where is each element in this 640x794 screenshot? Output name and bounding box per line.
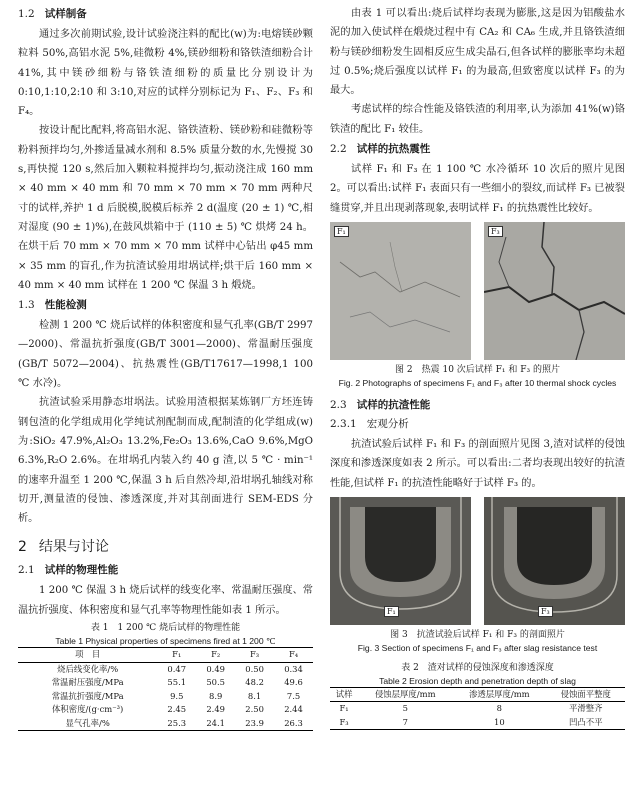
photo-specimen-f1-thermal xyxy=(330,222,471,360)
table-cell: 9.5 xyxy=(170,690,184,701)
right-column xyxy=(330,4,625,730)
photo-label: F₃ xyxy=(488,226,503,237)
table-cell: F₁ xyxy=(339,703,349,714)
table-cell: 0.50 xyxy=(245,663,264,674)
table-cell: 0.49 xyxy=(206,663,225,674)
photo-label: F₁ xyxy=(384,606,399,617)
paragraph-expansion: 由表 1 可以看出:烧后试样均表现为膨胀,这是因为铝酸盐水泥的加入使试样在煅烧过程中有 CA₂ 和 CA₆ 生成,并且铬铁渣细粉与镁砂细粉发生固相反应生成尖晶石,但各试样的膨胀率均未超过 0.5%;烧后强度以试样 F₁ 的为最高,但致密度以试样 F₃ 的为最大。 xyxy=(330,8,625,97)
table-cell: 48.2 xyxy=(245,677,264,688)
table-cell: 常温抗折强度/MPa xyxy=(51,690,124,701)
paragraph-physical-props: 1 200 ℃ 保温 3 h 烧后试样的线变化率、常温耐压强度、常温抗折强度、体积密度和显气孔率等物理性能如表 1 所示。 xyxy=(18,585,313,616)
figure-3 xyxy=(330,497,625,625)
table-cell: 5 xyxy=(402,703,408,714)
section-title: 结果与讨论 xyxy=(38,539,109,556)
photo-specimen-f3-thermal xyxy=(484,222,625,360)
table-header-row xyxy=(330,687,625,702)
table-header-row xyxy=(18,648,313,663)
figure-2 xyxy=(330,222,625,360)
table-header-cell: 项 目 xyxy=(75,649,101,660)
paragraph-conclusion-ratio: 考虑试样的综合性能及铬铁渣的利用率,认为添加 41%(w)铬铁渣的配比 F₁ 较佳。 xyxy=(330,104,625,135)
table2-caption-en: Table 2 Erosion depth and penetration depth of slag xyxy=(379,675,576,686)
table-body xyxy=(330,702,625,730)
table-header-cell: 侵蚀层厚度/mm xyxy=(374,688,436,699)
table-cell: 8.1 xyxy=(247,690,262,701)
table-cell: 25.3 xyxy=(167,717,187,728)
table-physical-properties xyxy=(18,647,313,731)
photo-label: F₁ xyxy=(334,226,349,237)
paragraph-testing: 检测 1 200 ℃ 烧后试样的体积密度和显气孔率(GB/T 2997—2000)、常温抗折强度(GB/T 3001—2000)、常温耐压强度(GB/T 5072—2004)、抗热震性(GB/T17617—1998,1 100 ℃ 水冷)。 xyxy=(18,320,313,390)
table-row xyxy=(330,702,625,716)
table-row xyxy=(18,690,313,704)
table-header-cell: F₃ xyxy=(250,649,260,660)
table-row xyxy=(18,662,313,676)
table-body xyxy=(18,662,313,731)
photo-label: F₃ xyxy=(538,606,553,617)
table-cell: 0.47 xyxy=(167,663,187,674)
section-number: 2.3.1 xyxy=(330,417,357,430)
section-number: 2.1 xyxy=(18,564,35,577)
table-cell: 7 xyxy=(402,716,408,727)
figure2-caption: 图 2 热震 10 次后试样 F₁ 和 F₃ 的照片 xyxy=(395,364,560,375)
table-cell: 2.45 xyxy=(167,704,187,715)
table-cell: 8.9 xyxy=(209,690,223,701)
photo-texture xyxy=(330,497,471,625)
table-row xyxy=(18,717,313,731)
section-title: 试样制备 xyxy=(44,8,87,20)
table-cell: 2.49 xyxy=(206,704,225,715)
left-column xyxy=(18,4,313,731)
table-cell: F₃ xyxy=(339,716,349,727)
section-number: 2.2 xyxy=(330,143,347,156)
table-cell: 烧后线变化率/% xyxy=(57,663,119,674)
table-cell: 凹凸不平 xyxy=(568,716,603,727)
section-heading-2-3 xyxy=(330,397,625,412)
section-title: 性能检测 xyxy=(44,299,87,312)
section-heading-1-2 xyxy=(18,6,313,21)
table-cell: 常温耐压强度/MPa xyxy=(51,677,124,688)
section-number: 2 xyxy=(18,539,27,556)
table-cell: 显气孔率/% xyxy=(65,717,110,728)
table-header-cell: F₂ xyxy=(211,649,221,660)
section-heading-1-3 xyxy=(18,297,313,312)
photo-texture xyxy=(484,222,625,360)
section-heading-2-2 xyxy=(330,141,625,156)
paragraph-slag-macro: 抗渣试验后试样 F₁ 和 F₃ 的剖面照片见图 3,渣对试样的侵蚀深度和渗透深度如表 2 所示。可以看出:二者均表现出较好的抗渣性能,但试样 F₁ 的抗渣性能略好于试样 F₃ 的。 xyxy=(330,438,625,489)
table-row xyxy=(330,716,625,730)
table1-caption-en: Table 1 Physical properties of specimens fired at 1 200 ℃ xyxy=(55,636,276,647)
table-cell: 55.1 xyxy=(167,677,187,688)
section-title: 宏观分析 xyxy=(366,417,409,430)
table2-caption: 表 2 渣对试样的侵蚀深度和渗透深度 xyxy=(401,662,554,673)
section-number: 1.3 xyxy=(18,299,35,312)
table-cell: 8 xyxy=(496,703,503,714)
figure3-caption-en: Fig. 3 Section of specimens F₁ and F₃ after slag resistance test xyxy=(357,642,598,653)
section-title: 试样的抗热震性 xyxy=(356,143,431,156)
paragraph-mix-ratio: 通过多次前期试验,设计试验浇注料的配比(w)为:电熔镁砂颗粒料 50%,高铝水泥 5%,硅微粉 4%,镁砂细粉和铬铁渣细粉合计 41%,其中镁砂细粉与铬铁渣细粉的质量比分别设计为 0:10,1:10,2:10 和 3:10,对应的试样分别标记为 F₁、F₂、F₃ 和 F₄。 xyxy=(18,29,313,118)
table-cell: 平滑整齐 xyxy=(568,703,603,714)
table-cell: 24.1 xyxy=(206,717,225,728)
section-number: 1.2 xyxy=(18,8,35,20)
photo-specimen-f3-section xyxy=(484,497,625,625)
table-cell: 0.34 xyxy=(284,663,303,674)
section-title: 试样的物理性能 xyxy=(44,564,119,577)
figure3-caption: 图 3 抗渣试验后试样 F₁ 和 F₃ 的剖面照片 xyxy=(390,629,565,640)
table-header-cell: 渗透层厚度/mm xyxy=(469,688,530,699)
table-header-cell: F₄ xyxy=(288,649,299,660)
section-heading-2-1 xyxy=(18,562,313,577)
table-cell: 2.44 xyxy=(284,704,303,715)
section-number: 2.3 xyxy=(330,398,347,411)
table-header-cell: 侵蚀面平整度 xyxy=(560,688,611,699)
paragraph-preparation: 按设计配比配料,将高铝水泥、铬铁渣粉、镁砂粉和硅微粉等粉料预拌均匀,外掺适量减水剂和 8.5% 质量分数的水,先慢搅 30 s,再快搅 120 s,然后加入颗粒料搅拌均匀,振动浇注成 160 mm × 40 mm × 40 mm 和 70 mm × 70 mm × 70 mm 两种尺寸的试样,养护 1 d 后脱模,脱模后标养 2 d(温度 (20 ± 1) ℃,相对湿度 (90 ± 1)%),在鼓风烘箱中于 (110 ± 5) ℃ 烘烤 24 h。在烘干后 70 mm × 70 mm × 70 mm 试样中心钻出 φ45 mm × 35 mm 的盲孔,作为抗渣试验用坩埚试样;烘干后 160 mm × 40 mm × 40 mm 试样在 1 200 ℃ 保温 3 h 煅烧。 xyxy=(18,125,313,291)
section-title: 试样的抗渣性能 xyxy=(356,398,431,411)
table-cell: 50.5 xyxy=(206,677,225,688)
table-cell: 体积密度/(g·cm⁻³) xyxy=(51,704,124,715)
table-header-cell: 试样 xyxy=(335,688,353,699)
table-cell: 10 xyxy=(494,716,505,727)
table-cell: 23.9 xyxy=(245,717,264,728)
table-cell: 7.5 xyxy=(286,690,301,701)
table1-caption: 表 1 1 200 ℃ 烧后试样的物理性能 xyxy=(90,623,241,634)
table-erosion-depth xyxy=(330,687,625,731)
table-row xyxy=(18,676,313,690)
paragraph-thermal-shock: 试样 F₁ 和 F₃ 在 1 100 ℃ 水冷循环 10 次后的照片见图 2。可以看出:试样 F₁ 表面只有一些细小的裂纹,而试样 F₃ 已被裂缝贯穿,并且出现剥落现象,表明试样 F₁ 的抗热震性比较好。 xyxy=(330,164,625,214)
figure2-caption-en: Fig. 2 Photographs of specimens F₁ and F₃ after 10 thermal shock cycles xyxy=(338,377,617,388)
photo-texture xyxy=(330,222,471,360)
table-row xyxy=(18,703,313,717)
photo-specimen-f1-section xyxy=(330,497,471,625)
table-header-cell: F₁ xyxy=(172,649,182,660)
photo-texture xyxy=(484,497,625,625)
paragraph-slag-test: 抗渣试验采用静态坩埚法。试验用渣根据某炼钢厂方坯连铸钢包渣的化学组成用化学纯试剂配制而成,配制渣的化学组成(w)为:SiO₂ 47.9%,Al₂O₃ 13.2%,Fe₂O₃ 13.6%,CaO 9.6%,MgO 6.3%,R₂O 2.6%。在坩埚孔内装入约 40 g 渣,以 5 ℃ · min⁻¹ 的速率升温至 1 200 ℃,保温 3 h 后自然冷却,沿坩埚孔轴线对称切开,测量渣的侵蚀、渗透深度,并对其剖面进行 SEM-EDS 分析。 xyxy=(18,397,313,525)
table-cell: 26.3 xyxy=(284,717,303,728)
table-cell: 49.6 xyxy=(284,677,303,688)
table-cell: 2.50 xyxy=(245,704,264,715)
section-heading-2-3-1 xyxy=(330,416,625,431)
section-heading-2 xyxy=(18,536,313,556)
